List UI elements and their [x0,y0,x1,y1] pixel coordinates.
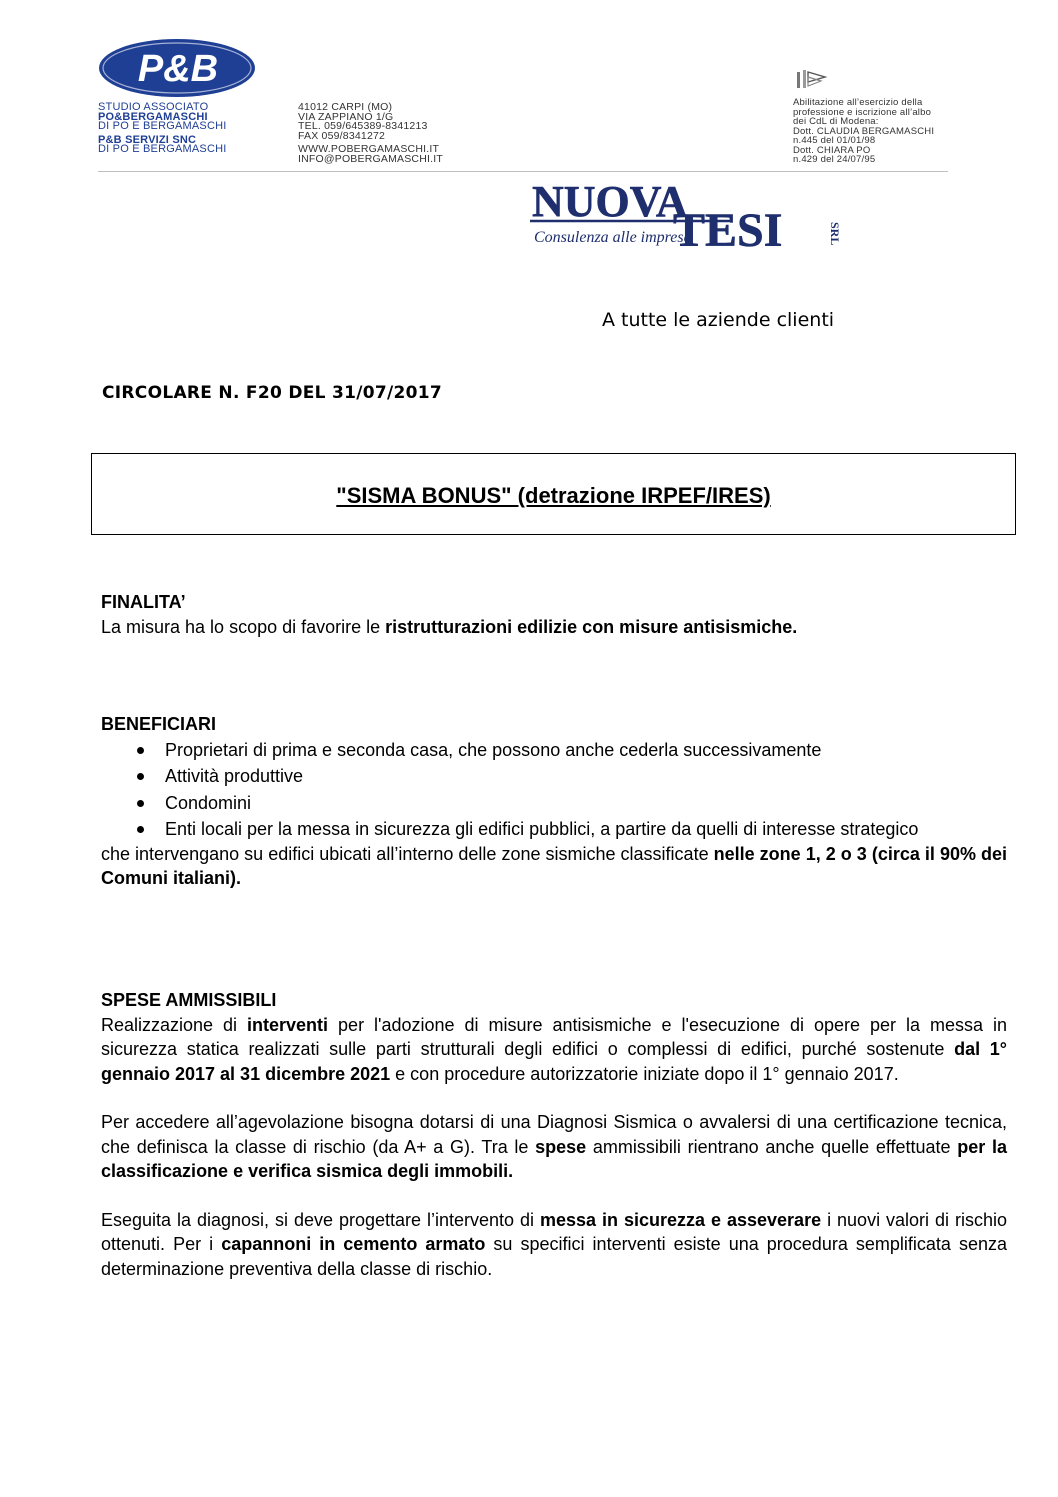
contact-line: 41012 CARPI (MO) [298,101,393,113]
spese-paragraph-1 [101,1013,1007,1087]
bold-run: capannoni in cemento armato [221,1234,486,1254]
pb-line: P&B SERVIZI SNC [98,133,197,146]
contact-line: VIA ZAPPIANO 1/G [298,110,394,123]
tesi-word: TESI [673,204,783,252]
list-item: Enti locali per la messa in sicurezza gli edifici pubblici, a partire da quelli di interesse strategico [101,817,1007,842]
bold-run: nelle zone 1, 2 o 3 (circa il 90% dei Comuni italiani). [101,843,1008,888]
contact-line: TEL. 059/645389-8341213 [298,120,428,132]
document-title: "SISMA BONUS" (detrazione IRPEF/IRES) [336,483,771,508]
section-finalita [101,590,1007,639]
circular-number: CIRCOLARE N. F20 DEL 31/07/2017 [102,383,443,403]
text-run: per l'adozione di misure antisismiche e l'esecuzione di opere per la messa in sicurezza statica realizzati sulle parti strutturali degli edifici o complessi di edifici, purché sostenute [101,1014,1007,1059]
qualification-line: n.429 del 24/07/95 [793,154,876,165]
bold-run: messa in sicurezza e asseverare [540,1209,822,1230]
finalita-text [101,615,1007,640]
qualification-line: n.445 del 01/01/98 [793,135,876,146]
pb-line: DI PO E BERGAMASCHI [98,143,227,155]
beneficiari-list [101,738,1007,842]
title-box [91,453,1016,535]
spese-paragraph-3 [101,1208,1007,1282]
text-run: La misura ha lo scopo di favorire le [101,616,386,637]
qualification-line: Dott. CHIARA PO [793,144,871,156]
pb-logo-text: P&B [137,48,219,90]
cdl-qualification-info [793,98,934,165]
qualification-line: professione e iscrizione all’albo [793,106,932,118]
pb-logo [98,38,256,98]
contact-line: FAX 059/8341272 [298,129,386,142]
nuova-tesi-tagline: Consulenza alle imprese [534,229,691,246]
qualification-line: Abilitazione all’esercizio della [793,97,923,108]
contact-line: WWW.POBERGAMASCHI.IT [298,143,440,155]
text-run: e con procedure autorizzatorie iniziate dopo il 1° gennaio 2017. [390,1063,899,1084]
section-heading: SPESE AMMISSIBILI [101,990,277,1010]
text-run: Per accedere all’agevolazione bisogna dotarsi di una Diagnosi Sismica o avvalersi di una certificazione tecnica, che definisca la classe di rischio (da A+ a G). Tra le [101,1112,1007,1157]
bold-run: ristrutturazioni edilizie con misure antisismiche. [385,616,798,637]
text-run: i nuovi valori di rischio ottenuti. Per i [101,1209,1008,1254]
text-run: ammissibili rientrano anche quelle effettuate [586,1136,958,1157]
pb-line: DI PO E BERGAMASCHI [98,120,227,132]
section-heading: BENEFICIARI [101,714,217,734]
pb-studio-info [98,103,227,155]
text-run: Realizzazione di [101,1014,248,1035]
pb-line: STUDIO ASSOCIATO [98,101,209,113]
bold-run: dal 1° gennaio 2017 al 31 dicembre 2021 [101,1039,1007,1084]
list-item: Condomini [101,791,1007,816]
srl-tag: SRL [828,222,842,246]
qualification-line: Dott. CLAUDIA BERGAMASCHI [793,125,935,137]
pb-line: PO&BERGAMASCHI [98,110,208,123]
contact-line: INFO@POBERGAMASCHI.IT [298,152,443,165]
header-divider [98,171,948,172]
section-beneficiari [101,712,1007,891]
nuova-word: NUOVA [532,180,688,226]
cdl-emblem-icon [795,68,831,92]
pb-contact-info [298,103,443,164]
list-item: Attività produttive [101,764,1007,789]
text-run: su specifici interventi esiste una procedura semplificata senza determinazione preventiva della classe di rischio. [101,1234,1007,1279]
section-heading: FINALITA’ [101,592,186,612]
nuova-tesi-logo [530,180,848,252]
section-spese-ammissibili [101,988,1007,1281]
text-run: che intervengano su edifici ubicati all’interno delle zone sismiche classificate [101,843,714,864]
recipient-line: A tutte le aziende clienti [602,309,835,331]
spese-paragraph-2 [101,1110,1007,1184]
text-run: Eseguita la diagnosi, si deve progettare l’intervento di [101,1209,541,1230]
list-item: Proprietari di prima e seconda casa, che possono anche cederla successivamente [101,738,1007,763]
qualification-line: dei CdL di Modena: [793,116,879,127]
bold-run: spese [535,1136,587,1157]
beneficiari-condition [101,842,1007,891]
bold-run: per la classificazione e verifica sismica degli immobili. [101,1136,1007,1181]
bold-run: interventi [247,1014,329,1035]
